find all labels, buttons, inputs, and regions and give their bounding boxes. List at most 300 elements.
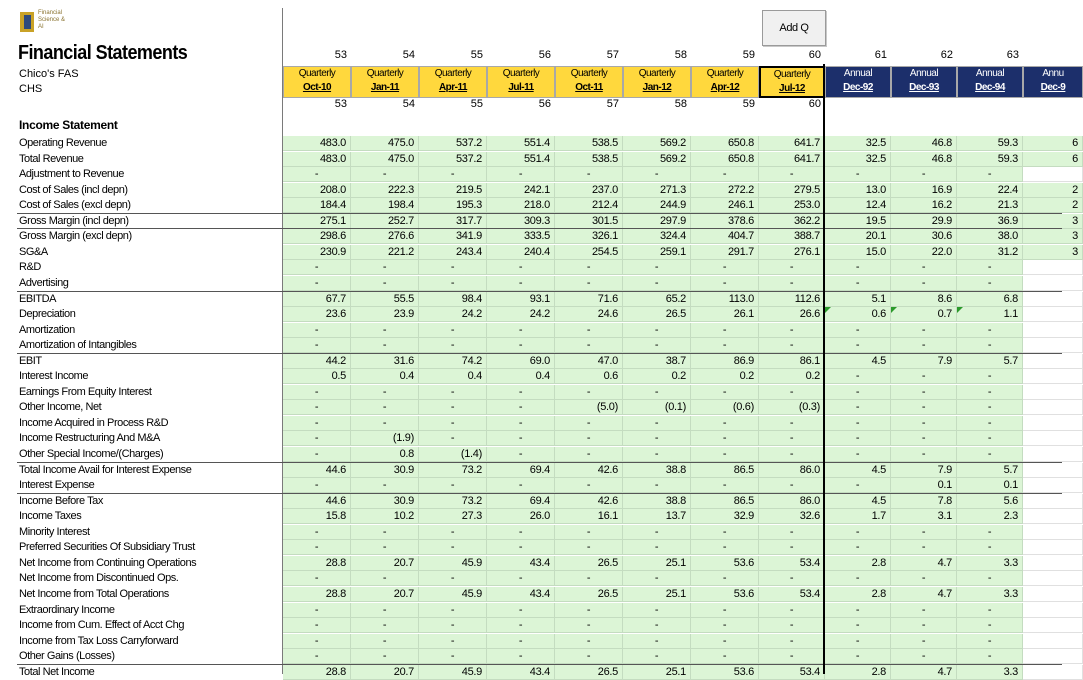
table-cell[interactable]: - <box>891 431 957 446</box>
table-cell[interactable]: (5.0) <box>555 400 623 415</box>
table-cell[interactable]: - <box>283 525 351 540</box>
table-cell[interactable]: 22.0 <box>891 245 957 260</box>
table-cell[interactable]: 538.5 <box>555 152 623 167</box>
table-cell[interactable]: 24.2 <box>487 307 555 322</box>
table-cell[interactable]: - <box>691 571 759 586</box>
table-cell[interactable]: 309.3 <box>487 214 555 229</box>
table-cell[interactable]: - <box>891 447 957 462</box>
table-cell[interactable]: - <box>555 525 623 540</box>
table-cell[interactable]: - <box>555 634 623 649</box>
table-cell[interactable]: - <box>283 618 351 633</box>
table-cell[interactable]: 30.6 <box>891 229 957 244</box>
table-cell[interactable]: - <box>891 323 957 338</box>
table-cell[interactable]: 20.7 <box>351 556 419 571</box>
table-cell[interactable]: - <box>759 323 825 338</box>
table-cell[interactable]: - <box>825 618 891 633</box>
table-cell[interactable]: 42.6 <box>555 494 623 509</box>
table-cell[interactable]: 86.1 <box>759 354 825 369</box>
table-cell[interactable]: 112.6 <box>759 292 825 307</box>
table-cell[interactable]: - <box>487 540 555 555</box>
period-header-cell[interactable] <box>825 66 891 98</box>
table-cell[interactable]: - <box>825 260 891 275</box>
table-cell[interactable]: - <box>759 416 825 431</box>
table-cell[interactable]: 21.3 <box>957 198 1023 213</box>
table-cell[interactable]: 15.0 <box>825 245 891 260</box>
table-cell[interactable]: 5.7 <box>957 354 1023 369</box>
table-cell[interactable]: 26.0 <box>487 509 555 524</box>
table-cell[interactable]: - <box>351 416 419 431</box>
table-cell[interactable]: 7.8 <box>891 494 957 509</box>
table-cell[interactable]: - <box>283 447 351 462</box>
table-cell[interactable]: - <box>351 260 419 275</box>
table-cell[interactable]: - <box>283 276 351 291</box>
table-cell[interactable]: - <box>487 431 555 446</box>
table-cell[interactable]: - <box>825 603 891 618</box>
table-cell[interactable]: 475.0 <box>351 136 419 151</box>
table-cell[interactable]: - <box>691 649 759 664</box>
table-cell[interactable]: - <box>419 618 487 633</box>
table-cell[interactable]: 569.2 <box>623 136 691 151</box>
table-cell[interactable]: - <box>759 478 825 493</box>
period-header-cell[interactable] <box>691 66 759 98</box>
table-cell[interactable]: - <box>555 540 623 555</box>
table-cell[interactable]: 86.0 <box>759 494 825 509</box>
table-cell[interactable]: - <box>623 167 691 182</box>
table-cell[interactable] <box>1023 431 1083 446</box>
table-cell[interactable]: - <box>487 525 555 540</box>
table-cell[interactable]: - <box>957 276 1023 291</box>
table-cell[interactable]: - <box>825 571 891 586</box>
table-cell[interactable]: - <box>759 276 825 291</box>
table-cell[interactable]: - <box>419 416 487 431</box>
table-cell[interactable]: 19.5 <box>825 214 891 229</box>
table-cell[interactable]: 20.1 <box>825 229 891 244</box>
table-cell[interactable] <box>1023 603 1083 618</box>
table-cell[interactable]: 2.3 <box>957 509 1023 524</box>
table-cell[interactable]: - <box>691 447 759 462</box>
table-cell[interactable]: 6 <box>1023 136 1083 151</box>
table-cell[interactable]: - <box>555 260 623 275</box>
table-cell[interactable]: 3.3 <box>957 556 1023 571</box>
table-cell[interactable]: 0.5 <box>283 369 351 384</box>
table-cell[interactable] <box>1023 292 1083 307</box>
add-quarter-button[interactable]: Add Q <box>762 10 826 46</box>
table-cell[interactable] <box>1023 463 1083 478</box>
table-cell[interactable]: 26.1 <box>691 307 759 322</box>
table-cell[interactable]: 0.6 <box>555 369 623 384</box>
table-cell[interactable]: - <box>691 276 759 291</box>
table-cell[interactable]: 16.2 <box>891 198 957 213</box>
table-cell[interactable]: 26.5 <box>555 587 623 602</box>
table-cell[interactable]: - <box>623 618 691 633</box>
table-cell[interactable]: - <box>957 649 1023 664</box>
table-cell[interactable]: - <box>891 525 957 540</box>
table-cell[interactable]: - <box>351 385 419 400</box>
table-cell[interactable]: - <box>283 634 351 649</box>
table-cell[interactable]: - <box>419 634 487 649</box>
period-header-cell[interactable] <box>759 66 825 98</box>
table-cell[interactable]: - <box>351 400 419 415</box>
table-cell[interactable]: (0.6) <box>691 400 759 415</box>
table-cell[interactable]: 2 <box>1023 183 1083 198</box>
table-cell[interactable]: - <box>759 525 825 540</box>
table-cell[interactable]: 59.3 <box>957 152 1023 167</box>
table-cell[interactable]: - <box>623 478 691 493</box>
period-date-link[interactable]: Jul-11 <box>508 82 534 93</box>
table-cell[interactable]: (0.1) <box>623 400 691 415</box>
table-cell[interactable]: - <box>351 167 419 182</box>
table-cell[interactable] <box>1023 587 1083 602</box>
table-cell[interactable]: - <box>957 369 1023 384</box>
table-cell[interactable]: 301.5 <box>555 214 623 229</box>
table-cell[interactable]: 86.9 <box>691 354 759 369</box>
table-cell[interactable]: - <box>283 167 351 182</box>
table-cell[interactable]: - <box>351 276 419 291</box>
table-cell[interactable]: - <box>891 338 957 353</box>
table-cell[interactable]: - <box>623 276 691 291</box>
table-cell[interactable]: - <box>419 431 487 446</box>
table-cell[interactable] <box>1023 385 1083 400</box>
table-cell[interactable]: 341.9 <box>419 229 487 244</box>
table-cell[interactable]: - <box>891 167 957 182</box>
table-cell[interactable]: 25.1 <box>623 665 691 680</box>
table-cell[interactable]: - <box>623 323 691 338</box>
period-date-link[interactable]: Apr-11 <box>438 82 468 93</box>
table-cell[interactable]: - <box>283 603 351 618</box>
table-cell[interactable]: - <box>759 260 825 275</box>
period-header-cell[interactable] <box>351 66 419 98</box>
period-date-link[interactable]: Oct-11 <box>575 82 603 93</box>
table-cell[interactable]: 25.1 <box>623 587 691 602</box>
table-cell[interactable]: - <box>891 571 957 586</box>
table-cell[interactable]: - <box>957 400 1023 415</box>
table-cell[interactable]: - <box>555 338 623 353</box>
table-cell[interactable]: 254.5 <box>555 245 623 260</box>
table-cell[interactable]: 0.4 <box>419 369 487 384</box>
table-cell[interactable]: - <box>623 634 691 649</box>
table-cell[interactable] <box>1023 369 1083 384</box>
table-cell[interactable]: 20.7 <box>351 587 419 602</box>
table-cell[interactable]: - <box>623 431 691 446</box>
table-cell[interactable]: - <box>623 525 691 540</box>
table-cell[interactable]: 0.2 <box>623 369 691 384</box>
table-cell[interactable]: - <box>351 634 419 649</box>
table-cell[interactable]: - <box>825 525 891 540</box>
table-cell[interactable]: - <box>691 167 759 182</box>
table-cell[interactable]: - <box>283 400 351 415</box>
table-cell[interactable] <box>1023 276 1083 291</box>
table-cell[interactable] <box>1023 416 1083 431</box>
table-cell[interactable]: 240.4 <box>487 245 555 260</box>
table-cell[interactable]: 12.4 <box>825 198 891 213</box>
table-cell[interactable] <box>1023 540 1083 555</box>
table-cell[interactable]: - <box>419 478 487 493</box>
table-cell[interactable]: 242.1 <box>487 183 555 198</box>
table-cell[interactable]: - <box>957 416 1023 431</box>
table-cell[interactable]: - <box>487 447 555 462</box>
table-cell[interactable]: - <box>419 385 487 400</box>
table-cell[interactable] <box>1023 323 1083 338</box>
table-cell[interactable]: 43.4 <box>487 665 555 680</box>
table-cell[interactable]: - <box>487 276 555 291</box>
period-date-link[interactable]: Jul-12 <box>779 83 805 94</box>
table-cell[interactable]: - <box>419 338 487 353</box>
table-cell[interactable]: - <box>691 540 759 555</box>
table-cell[interactable]: 73.2 <box>419 463 487 478</box>
table-cell[interactable]: - <box>419 525 487 540</box>
table-cell[interactable]: - <box>419 276 487 291</box>
table-cell[interactable]: 13.7 <box>623 509 691 524</box>
table-cell[interactable]: 230.9 <box>283 245 351 260</box>
table-cell[interactable]: 6 <box>1023 152 1083 167</box>
table-cell[interactable]: - <box>759 338 825 353</box>
table-cell[interactable]: - <box>283 431 351 446</box>
table-cell[interactable]: 38.0 <box>957 229 1023 244</box>
table-cell[interactable]: 28.8 <box>283 665 351 680</box>
table-cell[interactable]: (1.9) <box>351 431 419 446</box>
table-cell[interactable]: - <box>419 540 487 555</box>
table-cell[interactable]: - <box>891 634 957 649</box>
table-cell[interactable]: - <box>825 634 891 649</box>
table-cell[interactable]: - <box>825 167 891 182</box>
table-cell[interactable]: 43.4 <box>487 587 555 602</box>
table-cell[interactable]: 16.1 <box>555 509 623 524</box>
table-cell[interactable] <box>1023 447 1083 462</box>
table-cell[interactable]: 3 <box>1023 229 1083 244</box>
table-cell[interactable]: 10.2 <box>351 509 419 524</box>
table-cell[interactable]: 44.6 <box>283 463 351 478</box>
table-cell[interactable]: 28.8 <box>283 587 351 602</box>
table-cell[interactable]: - <box>419 603 487 618</box>
table-cell[interactable]: - <box>691 603 759 618</box>
table-cell[interactable]: - <box>555 447 623 462</box>
table-cell[interactable]: - <box>691 323 759 338</box>
table-cell[interactable]: 32.9 <box>691 509 759 524</box>
table-cell[interactable]: - <box>891 276 957 291</box>
table-cell[interactable]: - <box>487 634 555 649</box>
table-cell[interactable]: - <box>825 385 891 400</box>
table-cell[interactable]: 212.4 <box>555 198 623 213</box>
period-date-link[interactable]: Dec-93 <box>909 82 939 93</box>
table-cell[interactable]: - <box>891 260 957 275</box>
period-date-link[interactable]: Oct-10 <box>302 82 332 93</box>
table-cell[interactable]: 25.1 <box>623 556 691 571</box>
table-cell[interactable]: (0.3) <box>759 400 825 415</box>
table-cell[interactable]: 5.1 <box>825 292 891 307</box>
table-cell[interactable]: 279.5 <box>759 183 825 198</box>
table-cell[interactable] <box>1023 525 1083 540</box>
table-cell[interactable]: 53.6 <box>691 665 759 680</box>
table-cell[interactable]: 276.1 <box>759 245 825 260</box>
table-cell[interactable]: 641.7 <box>759 152 825 167</box>
table-cell[interactable]: - <box>759 385 825 400</box>
table-cell[interactable]: - <box>825 276 891 291</box>
table-cell[interactable]: 16.9 <box>891 183 957 198</box>
table-cell[interactable]: - <box>825 478 891 493</box>
table-cell[interactable]: - <box>487 618 555 633</box>
table-cell[interactable]: - <box>957 323 1023 338</box>
table-cell[interactable]: 244.9 <box>623 198 691 213</box>
table-cell[interactable]: 184.4 <box>283 198 351 213</box>
table-cell[interactable]: 0.2 <box>691 369 759 384</box>
table-cell[interactable]: 30.9 <box>351 463 419 478</box>
table-cell[interactable]: - <box>487 260 555 275</box>
table-cell[interactable]: 276.6 <box>351 229 419 244</box>
table-cell[interactable]: 0.4 <box>487 369 555 384</box>
table-cell[interactable]: 23.6 <box>283 307 351 322</box>
table-cell[interactable]: 93.1 <box>487 292 555 307</box>
table-cell[interactable]: 86.0 <box>759 463 825 478</box>
table-cell[interactable]: - <box>957 167 1023 182</box>
table-cell[interactable]: - <box>487 603 555 618</box>
table-cell[interactable]: - <box>891 618 957 633</box>
table-cell[interactable]: - <box>283 649 351 664</box>
table-cell[interactable]: 218.0 <box>487 198 555 213</box>
table-cell[interactable]: - <box>487 571 555 586</box>
table-cell[interactable]: - <box>555 323 623 338</box>
table-cell[interactable]: 2.8 <box>825 665 891 680</box>
period-date-link[interactable]: Jan-12 <box>642 82 672 93</box>
table-cell[interactable]: - <box>957 634 1023 649</box>
table-cell[interactable]: - <box>555 603 623 618</box>
period-header-cell[interactable] <box>487 66 555 98</box>
table-cell[interactable]: 0.1 <box>957 478 1023 493</box>
table-cell[interactable]: 2.8 <box>825 556 891 571</box>
table-cell[interactable] <box>1023 338 1083 353</box>
table-cell[interactable]: - <box>351 478 419 493</box>
table-cell[interactable]: - <box>555 276 623 291</box>
table-cell[interactable]: 24.2 <box>419 307 487 322</box>
table-cell[interactable]: - <box>691 618 759 633</box>
table-cell[interactable]: 28.8 <box>283 556 351 571</box>
table-cell[interactable]: 4.5 <box>825 494 891 509</box>
table-cell[interactable]: 38.7 <box>623 354 691 369</box>
table-cell[interactable]: 222.3 <box>351 183 419 198</box>
table-cell[interactable]: 0.6 <box>825 307 891 322</box>
table-cell[interactable]: 362.2 <box>759 214 825 229</box>
table-cell[interactable]: - <box>283 571 351 586</box>
table-cell[interactable]: - <box>957 447 1023 462</box>
table-cell[interactable]: 237.0 <box>555 183 623 198</box>
table-cell[interactable]: - <box>351 323 419 338</box>
table-cell[interactable]: - <box>283 478 351 493</box>
table-cell[interactable]: - <box>283 260 351 275</box>
table-cell[interactable]: 333.5 <box>487 229 555 244</box>
table-cell[interactable]: 31.2 <box>957 245 1023 260</box>
table-cell[interactable]: - <box>825 323 891 338</box>
table-cell[interactable]: 538.5 <box>555 136 623 151</box>
table-cell[interactable]: 47.0 <box>555 354 623 369</box>
table-cell[interactable]: - <box>623 385 691 400</box>
table-cell[interactable]: 5.6 <box>957 494 1023 509</box>
table-cell[interactable]: - <box>759 571 825 586</box>
table-cell[interactable]: - <box>487 338 555 353</box>
table-cell[interactable]: 32.5 <box>825 152 891 167</box>
table-cell[interactable] <box>1023 649 1083 664</box>
table-cell[interactable]: - <box>825 400 891 415</box>
table-cell[interactable]: - <box>691 338 759 353</box>
period-header-cell[interactable] <box>555 66 623 98</box>
table-cell[interactable]: - <box>957 338 1023 353</box>
table-cell[interactable]: - <box>759 431 825 446</box>
table-cell[interactable] <box>1023 494 1083 509</box>
table-cell[interactable]: - <box>691 478 759 493</box>
table-cell[interactable]: - <box>957 260 1023 275</box>
table-cell[interactable]: 86.5 <box>691 494 759 509</box>
table-cell[interactable]: 20.7 <box>351 665 419 680</box>
table-cell[interactable]: 297.9 <box>623 214 691 229</box>
table-cell[interactable]: 7.9 <box>891 463 957 478</box>
table-cell[interactable]: - <box>419 167 487 182</box>
table-cell[interactable]: 4.7 <box>891 665 957 680</box>
table-cell[interactable]: 44.6 <box>283 494 351 509</box>
table-cell[interactable]: 86.5 <box>691 463 759 478</box>
period-date-link[interactable]: Apr-12 <box>710 82 740 93</box>
table-cell[interactable]: 0.4 <box>351 369 419 384</box>
table-cell[interactable]: 537.2 <box>419 136 487 151</box>
table-cell[interactable] <box>1023 618 1083 633</box>
table-cell[interactable]: - <box>825 540 891 555</box>
table-cell[interactable]: - <box>891 603 957 618</box>
period-header-cell[interactable] <box>283 66 351 98</box>
table-cell[interactable]: - <box>825 447 891 462</box>
table-cell[interactable]: - <box>759 167 825 182</box>
table-cell[interactable]: 271.3 <box>623 183 691 198</box>
table-cell[interactable]: - <box>419 400 487 415</box>
table-cell[interactable]: - <box>957 525 1023 540</box>
table-cell[interactable]: 569.2 <box>623 152 691 167</box>
table-cell[interactable]: - <box>623 649 691 664</box>
table-cell[interactable]: - <box>283 540 351 555</box>
table-cell[interactable]: 26.5 <box>555 556 623 571</box>
table-cell[interactable]: - <box>759 618 825 633</box>
table-cell[interactable]: - <box>957 385 1023 400</box>
table-cell[interactable]: - <box>351 571 419 586</box>
period-date-link[interactable]: Dec-94 <box>975 82 1005 93</box>
table-cell[interactable]: - <box>623 447 691 462</box>
table-cell[interactable]: 23.9 <box>351 307 419 322</box>
table-cell[interactable] <box>1023 571 1083 586</box>
table-cell[interactable]: - <box>623 571 691 586</box>
table-cell[interactable]: - <box>691 525 759 540</box>
table-cell[interactable]: 298.6 <box>283 229 351 244</box>
table-cell[interactable]: - <box>487 416 555 431</box>
table-cell[interactable]: - <box>283 338 351 353</box>
table-cell[interactable]: - <box>891 400 957 415</box>
table-cell[interactable]: 475.0 <box>351 152 419 167</box>
table-cell[interactable]: 0.1 <box>891 478 957 493</box>
table-cell[interactable]: 32.6 <box>759 509 825 524</box>
table-cell[interactable]: - <box>555 167 623 182</box>
table-cell[interactable]: 45.9 <box>419 556 487 571</box>
table-cell[interactable]: - <box>283 323 351 338</box>
table-cell[interactable]: - <box>487 323 555 338</box>
table-cell[interactable]: - <box>825 416 891 431</box>
table-cell[interactable]: 208.0 <box>283 183 351 198</box>
table-cell[interactable]: - <box>825 649 891 664</box>
table-cell[interactable]: - <box>487 167 555 182</box>
table-cell[interactable]: - <box>555 385 623 400</box>
table-cell[interactable]: - <box>691 385 759 400</box>
table-cell[interactable]: 3.3 <box>957 587 1023 602</box>
table-cell[interactable]: 38.8 <box>623 463 691 478</box>
table-cell[interactable] <box>1023 167 1083 182</box>
period-header-cell[interactable] <box>419 66 487 98</box>
table-cell[interactable]: 551.4 <box>487 136 555 151</box>
table-cell[interactable]: 45.9 <box>419 665 487 680</box>
table-cell[interactable] <box>1023 556 1083 571</box>
table-cell[interactable]: - <box>351 649 419 664</box>
